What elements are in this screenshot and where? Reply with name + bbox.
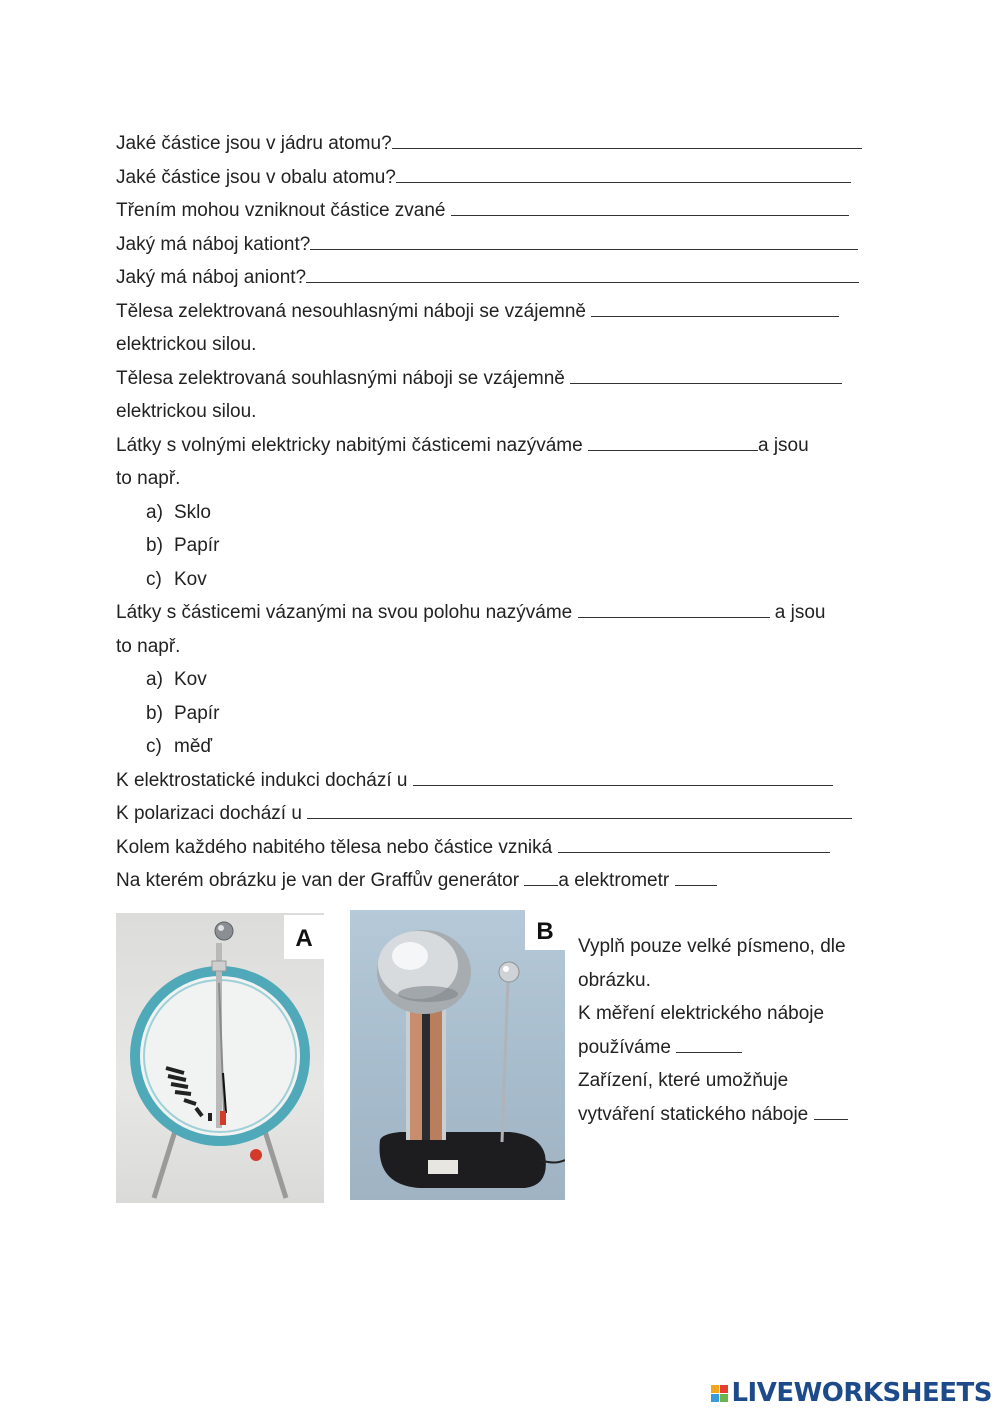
q9-option-a[interactable]: a) Kov (146, 669, 207, 690)
question-9-continued: to např. (116, 635, 181, 657)
liveworksheets-logo (711, 1376, 992, 1410)
question-8: Látky s volnými elektricky nabitými částicemi nazýváme a jsou (116, 434, 809, 456)
question-10: K elektrostatické indukci dochází u (116, 764, 886, 798)
answer-blank-9[interactable] (578, 601, 770, 618)
question-5: Jaký má náboj aniont? (116, 261, 886, 295)
worksheet-body (116, 127, 886, 898)
question-4: Jaký má náboj kationt? (116, 228, 886, 262)
question-1: Jaké částice jsou v jádru atomu? (116, 127, 886, 161)
answer-blank-7[interactable] (570, 367, 842, 384)
question-6: Tělesa zelektrovaná nesouhlasnými náboji se vzájemně (116, 295, 886, 329)
question-9: Látky s částicemi vázanými na svou polohu nazýváme a jsou (116, 602, 826, 623)
answer-blank-10[interactable] (413, 769, 833, 786)
answer-blank-static[interactable] (814, 1103, 848, 1120)
side-line-4: používáme (578, 1031, 898, 1065)
q8-option-a[interactable]: a) Sklo (146, 501, 211, 523)
question-13: Na kterém obrázku je van der Graffův generátor a elektrometr (116, 864, 886, 898)
side-line-5: Zařízení, které umožňuje (578, 1070, 789, 1091)
q8-option-c[interactable]: c) Kov (146, 568, 207, 590)
van-de-graaff-drawing (350, 910, 565, 1200)
side-line-3: K měření elektrického náboje (578, 1003, 825, 1024)
side-line-1: Vyplň pouze velké písmeno, dle (578, 936, 846, 957)
question-6-continued: elektrickou silou. (116, 334, 257, 355)
side-instructions (578, 930, 898, 1131)
question-7-continued: elektrickou silou. (116, 401, 257, 422)
van-de-graaff-image (350, 910, 565, 1200)
electrometer-image (116, 913, 324, 1203)
question-7: Tělesa zelektrovaná souhlasnými náboji se vzájemně (116, 362, 886, 396)
logo-text: LIVEWORKSHEETS (731, 1378, 992, 1408)
image-b-label: B (525, 910, 565, 950)
answer-blank-8[interactable] (588, 434, 758, 451)
answer-blank-5[interactable] (306, 266, 859, 283)
answer-blank-6[interactable] (591, 300, 839, 317)
question-8-continued: to např. (116, 468, 181, 489)
image-a-label: A (284, 915, 324, 959)
answer-blank-1[interactable] (392, 132, 862, 149)
answer-blank-3[interactable] (451, 199, 849, 216)
question-11: K polarizaci dochází u (116, 797, 886, 831)
question-3: Třením mohou vzniknout částice zvané (116, 194, 886, 228)
q9-option-b[interactable]: b) Papír (146, 702, 220, 724)
answer-blank-4[interactable] (310, 233, 858, 250)
answer-blank-2[interactable] (396, 166, 851, 183)
q9-option-c[interactable]: c) měď (146, 736, 213, 757)
side-line-6: vytváření statického náboje (578, 1098, 898, 1132)
answer-blank-13a[interactable] (524, 869, 558, 886)
q8-option-b[interactable]: b) Papír (146, 535, 220, 556)
logo-mark-icon (711, 1385, 728, 1402)
answer-blank-12[interactable] (558, 836, 830, 853)
answer-blank-13b[interactable] (675, 869, 717, 886)
answer-blank-11[interactable] (307, 802, 852, 819)
side-line-2: obrázku. (578, 969, 651, 991)
question-2: Jaké částice jsou v obalu atomu? (116, 161, 886, 195)
question-12: Kolem každého nabitého tělesa nebo částice vzniká (116, 831, 886, 865)
answer-blank-measure[interactable] (676, 1036, 742, 1053)
